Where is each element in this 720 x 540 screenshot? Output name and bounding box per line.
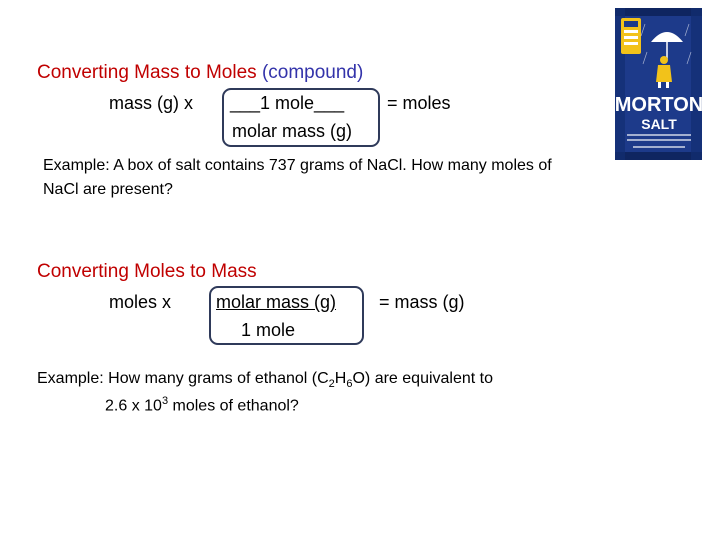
section2-denominator: 1 mole — [241, 320, 296, 340]
section2-example-line1 — [37, 370, 493, 390]
section1-numerator: ___1 mole___ — [230, 93, 345, 113]
section1-formula-right: = moles — [387, 93, 451, 113]
section1-formula-left: mass (g) x — [109, 93, 194, 113]
section1-example-line2: NaCl are present? — [43, 181, 173, 198]
section2-sub-h: 6 — [346, 378, 353, 391]
section2-example-suffix: O) are equivalent to — [352, 370, 494, 387]
section1-title — [37, 62, 363, 84]
section1-title-paren: (compound) — [261, 62, 364, 83]
section2-line2-suffix: moles of ethanol? — [168, 397, 299, 415]
section2-title: Converting Moles to Mass — [37, 261, 257, 282]
section1-title-main: Converting Mass to Moles — [37, 62, 257, 83]
section2-mid-h: H — [334, 370, 347, 387]
salt-product-text: SALT — [641, 116, 677, 132]
section1-denominator: molar mass (g) — [232, 121, 353, 141]
section2-exp: 3 — [161, 395, 169, 407]
section2-formula-left: moles x — [109, 292, 172, 312]
section2-example-prefix: Example: How many grams of ethanol (C — [37, 370, 329, 387]
section2-formula-right: = mass (g) — [379, 292, 465, 312]
salt-brand-text: MORTON — [614, 94, 704, 116]
section2-example-line2 — [105, 395, 299, 415]
section1-example-line1: Example: A box of salt contains 737 grams of NaCl. How many moles of — [43, 157, 552, 174]
section2-numerator: molar mass (g) — [216, 292, 337, 312]
section2-line2-prefix: 2.6 x 10 — [105, 397, 162, 415]
morton-salt-canister-image — [611, 2, 706, 162]
section2-sub-c: 2 — [328, 378, 335, 391]
